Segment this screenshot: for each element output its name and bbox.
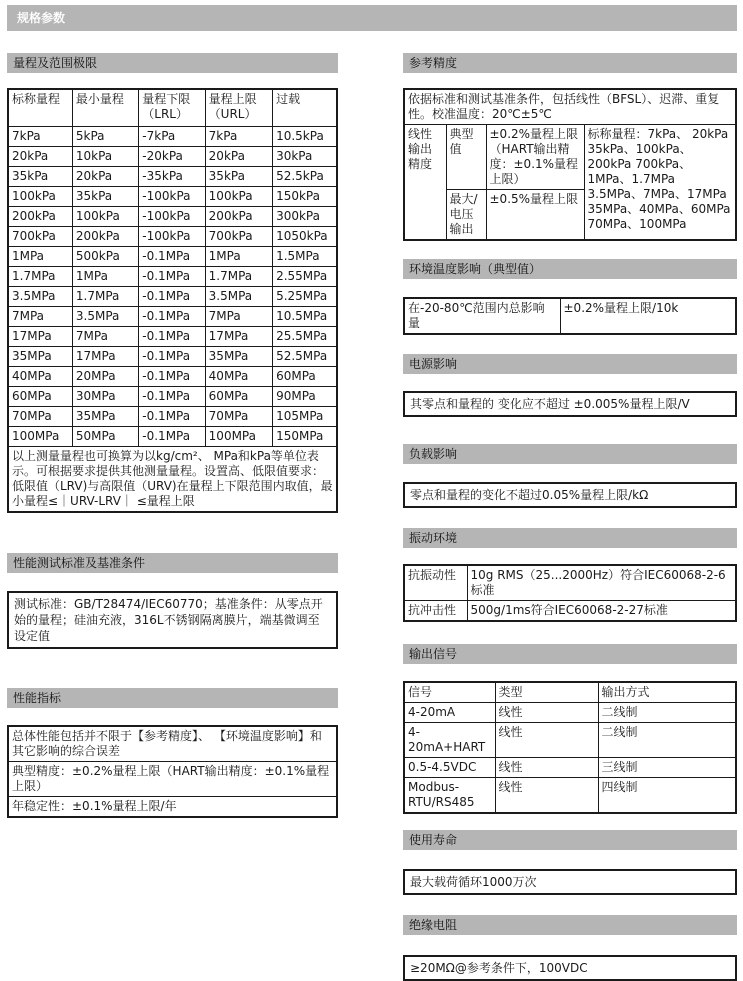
table-row xyxy=(8,387,337,407)
load-effect-text: 零点和量程的变化不超过0.05%量程上限/kΩ xyxy=(403,482,737,508)
table-row xyxy=(8,307,337,327)
table-row xyxy=(8,167,337,187)
table-cell: -0.1MPa xyxy=(139,387,205,407)
table-cell: 10kPa xyxy=(72,147,138,167)
table-cell: 70MPa xyxy=(205,407,272,427)
typical-value: ±0.2%量程上限（HART输出精度：±0.1%量程上限） xyxy=(486,125,584,190)
table-cell: 20MPa xyxy=(72,367,138,387)
table-cell: -0.1MPa xyxy=(139,367,205,387)
table-cell: 30MPa xyxy=(72,387,138,407)
table-row xyxy=(8,207,337,227)
accuracy-row-label: 线性输出精度 xyxy=(404,125,446,241)
table-cell: 5kPa xyxy=(72,127,138,147)
test-conditions-text: 测试标准：GB/T28474/IEC60770；基准条件：从零点开始的量程；硅油充液，316L不锈钢隔离膜片，端基微调至设定值 xyxy=(7,591,338,649)
table-cell: 二线制 xyxy=(598,703,736,723)
table-row xyxy=(8,347,337,367)
reference-accuracy-table xyxy=(403,88,737,241)
temperature-effect-table xyxy=(403,297,737,335)
table-cell: 100MPa xyxy=(205,427,272,447)
table-cell: 1.7MPa xyxy=(72,287,138,307)
column-header: 量程上限（URL） xyxy=(205,89,272,127)
table-cell: 150kPa xyxy=(273,187,337,207)
table-cell: 抗冲击性 xyxy=(404,601,467,622)
section-header-temperature-effect: 环境温度影响（典型值） xyxy=(403,259,737,279)
table-cell: 30kPa xyxy=(273,147,337,167)
typical-label: 典型值 xyxy=(446,125,486,190)
section-header-vibration: 振动环境 xyxy=(403,528,737,548)
table-cell: 1MPa xyxy=(8,247,72,267)
max-value: ±0.5%量程上限 xyxy=(486,190,584,241)
table-cell: 150MPa xyxy=(273,427,337,447)
table-cell: -7kPa xyxy=(139,127,205,147)
table-cell: 17MPa xyxy=(72,347,138,367)
table-row xyxy=(8,367,337,387)
table-row xyxy=(8,227,337,247)
table-cell: 3.5MPa xyxy=(8,287,72,307)
section-header-load-effect: 负载影响 xyxy=(403,444,737,464)
section-header-insulation-resistance: 绝缘电阻 xyxy=(403,915,737,935)
table-cell: 35MPa xyxy=(8,347,72,367)
table-cell: 20kPa xyxy=(205,147,272,167)
table-cell: 200kPa xyxy=(205,207,272,227)
table-cell: 100kPa xyxy=(72,207,138,227)
table-cell: 典型精度：±0.2%量程上限（HART输出精度：±0.1%量程上限） xyxy=(8,762,337,797)
table-cell: -0.1MPa xyxy=(139,307,205,327)
table-cell: 3.5MPa xyxy=(72,307,138,327)
table-row xyxy=(8,147,337,167)
table-cell: 35kPa xyxy=(8,167,72,187)
table-row xyxy=(404,601,736,622)
table-cell: 35MPa xyxy=(72,407,138,427)
section-header-reference-accuracy: 参考精度 xyxy=(403,53,737,73)
section-header-output-signal: 输出信号 xyxy=(403,644,737,664)
table-cell: 100kPa xyxy=(8,187,72,207)
table-cell: 7kPa xyxy=(205,127,272,147)
table-row xyxy=(8,797,337,818)
table-cell: -0.1MPa xyxy=(139,347,205,367)
table-cell: -100kPa xyxy=(139,187,205,207)
table-row xyxy=(404,565,736,601)
table-cell: -35kPa xyxy=(139,167,205,187)
column-header: 过载 xyxy=(273,89,337,127)
table-cell: 抗振动性 xyxy=(404,565,467,601)
table-cell: 35kPa xyxy=(205,167,272,187)
table-cell: 52.5MPa xyxy=(273,347,337,367)
table-cell: -100kPa xyxy=(139,207,205,227)
table-cell: -0.1MPa xyxy=(139,287,205,307)
table-cell: 35kPa xyxy=(72,187,138,207)
table-row xyxy=(404,703,736,723)
column-header: 信号 xyxy=(404,682,495,703)
section-header-range-limits: 量程及范围极限 xyxy=(7,53,338,73)
table-cell: 二线制 xyxy=(598,723,736,758)
table-cell: 2.55MPa xyxy=(273,267,337,287)
table-row xyxy=(404,723,736,758)
table-cell: 1050kPa xyxy=(273,227,337,247)
table-cell: 1.7MPa xyxy=(8,267,72,287)
table-cell: 70MPa xyxy=(8,407,72,427)
table-cell: 1MPa xyxy=(72,267,138,287)
section-header-performance: 性能指标 xyxy=(7,688,338,708)
table-cell: 线性 xyxy=(495,758,598,778)
table-header-row xyxy=(8,89,337,127)
table-cell: 60MPa xyxy=(273,367,337,387)
table-row xyxy=(404,89,736,125)
table-cell: 17MPa xyxy=(205,327,272,347)
range-limits-table xyxy=(7,88,338,513)
table-row xyxy=(8,726,337,762)
table-cell: 4-20mA xyxy=(404,703,495,723)
output-signal-table xyxy=(403,681,737,814)
column-header: 输出方式 xyxy=(598,682,736,703)
table-row xyxy=(404,758,736,778)
table-cell: 200kPa xyxy=(72,227,138,247)
temperature-value: ±0.2%量程上限/10k xyxy=(560,298,736,334)
table-cell: 50MPa xyxy=(72,427,138,447)
table-cell: 90MPa xyxy=(273,387,337,407)
table-cell: 三线制 xyxy=(598,758,736,778)
table-cell: 1.7MPa xyxy=(205,267,272,287)
column-header: 量程下限（LRL） xyxy=(139,89,205,127)
table-cell: 1MPa xyxy=(205,247,272,267)
table-cell: -0.1MPa xyxy=(139,407,205,427)
table-cell: 105MPa xyxy=(273,407,337,427)
table-cell: 100kPa xyxy=(205,187,272,207)
table-cell: 200kPa xyxy=(8,207,72,227)
table-row xyxy=(8,407,337,427)
table-row xyxy=(8,187,337,207)
table-cell: 7MPa xyxy=(8,307,72,327)
table-cell: -0.1MPa xyxy=(139,267,205,287)
table-cell: 20kPa xyxy=(8,147,72,167)
table-cell: 40MPa xyxy=(8,367,72,387)
table-cell: 10.5kPa xyxy=(273,127,337,147)
table-row xyxy=(8,427,337,447)
table-cell: 7kPa xyxy=(8,127,72,147)
table-cell: 10.5MPa xyxy=(273,307,337,327)
table-cell: 20kPa xyxy=(72,167,138,187)
table-row xyxy=(404,778,736,814)
table-cell: -100kPa xyxy=(139,227,205,247)
table-cell: 700kPa xyxy=(8,227,72,247)
right-column xyxy=(403,53,737,981)
table-row xyxy=(8,267,337,287)
page-title: 规格参数 xyxy=(7,5,737,31)
table-cell: -0.1MPa xyxy=(139,247,205,267)
max-label: 最大/电压输出 xyxy=(446,190,486,241)
section-header-service-life: 使用寿命 xyxy=(403,830,737,850)
section-header-test-conditions: 性能测试标准及基准条件 xyxy=(7,553,338,573)
column-header: 标称量程 xyxy=(8,89,72,127)
table-cell: 300kPa xyxy=(273,207,337,227)
table-cell: 5.25MPa xyxy=(273,287,337,307)
table-row xyxy=(8,762,337,797)
table-cell: 线性 xyxy=(495,778,598,814)
temperature-condition: 在-20-80℃范围内总影响量 xyxy=(404,298,560,334)
column-header: 最小量程 xyxy=(72,89,138,127)
table-cell: Modbus-RTU/RS485 xyxy=(404,778,495,814)
table-cell: 35MPa xyxy=(205,347,272,367)
service-life-text: 最大载荷循环1000万次 xyxy=(403,869,737,895)
table-cell: 60MPa xyxy=(205,387,272,407)
insulation-resistance-text: ≥20MΩ@参考条件下，100VDC xyxy=(403,955,737,981)
table-cell: 总体性能包括并不限于【参考精度】、 【环境温度影响】和其它影响的综合误差 xyxy=(8,726,337,762)
left-column xyxy=(7,53,338,818)
table-cell: 1.5MPa xyxy=(273,247,337,267)
table-cell: 线性 xyxy=(495,723,598,758)
table-cell: 500kPa xyxy=(72,247,138,267)
column-header: 类型 xyxy=(495,682,598,703)
table-cell: 7MPa xyxy=(205,307,272,327)
table-cell: 10g RMS（25...2000Hz）符合IEC60068-2-6标准 xyxy=(467,565,736,601)
table-note-row xyxy=(8,447,337,513)
table-cell: -0.1MPa xyxy=(139,327,205,347)
table-cell: -0.1MPa xyxy=(139,427,205,447)
table-cell: 60MPa xyxy=(8,387,72,407)
table-cell: 25.5MPa xyxy=(273,327,337,347)
table-row xyxy=(8,127,337,147)
table-cell: 4-20mA+HART xyxy=(404,723,495,758)
table-cell: 52.5kPa xyxy=(273,167,337,187)
section-header-power-effect: 电源影响 xyxy=(403,354,737,374)
table-cell: 3.5MPa xyxy=(205,287,272,307)
accuracy-intro: 依据标准和测试基准条件，包括线性（BFSL）、迟滞、重复性。校准温度：20℃±5℃ xyxy=(404,89,736,125)
table-cell: 17MPa xyxy=(8,327,72,347)
performance-table xyxy=(7,725,338,818)
range-note: 以上测量量程也可换算为以kg/cm²、 MPa和kPa等单位表示。可根据要求提供其他测量量程。设置高、低限值要求：低限值（LRV)与高限值（URV)在量程上下限范围内取值，最小量程≤｜URV-LRV｜ ≤量程上限 xyxy=(8,447,337,513)
table-row xyxy=(8,327,337,347)
table-cell: 100MPa xyxy=(8,427,72,447)
table-cell: 7MPa xyxy=(72,327,138,347)
table-header-row xyxy=(404,682,736,703)
power-effect-text: 其零点和量程的 变化应不超过 ±0.005%量程上限/V xyxy=(403,391,737,417)
table-row xyxy=(8,247,337,267)
table-cell: 线性 xyxy=(495,703,598,723)
table-cell: 0.5-4.5VDC xyxy=(404,758,495,778)
vibration-table xyxy=(403,564,737,622)
table-cell: 500g/1ms符合IEC60068-2-27标准 xyxy=(467,601,736,622)
table-row xyxy=(8,287,337,307)
table-row xyxy=(404,298,736,334)
table-cell: 四线制 xyxy=(598,778,736,814)
table-cell: 700kPa xyxy=(205,227,272,247)
table-cell: 年稳定性：±0.1%量程上限/年 xyxy=(8,797,337,818)
nominal-ranges: 标称量程：7kPa、 20kPa 35kPa、100kPa、200kPa 700kPa、1MPa、1.7MPa 3.5MPa、7MPa、17MPa 35MPa、40MPa、60MPa 70MPa、100MPa xyxy=(584,125,736,241)
table-row xyxy=(404,125,736,190)
table-cell: -20kPa xyxy=(139,147,205,167)
table-cell: 40MPa xyxy=(205,367,272,387)
